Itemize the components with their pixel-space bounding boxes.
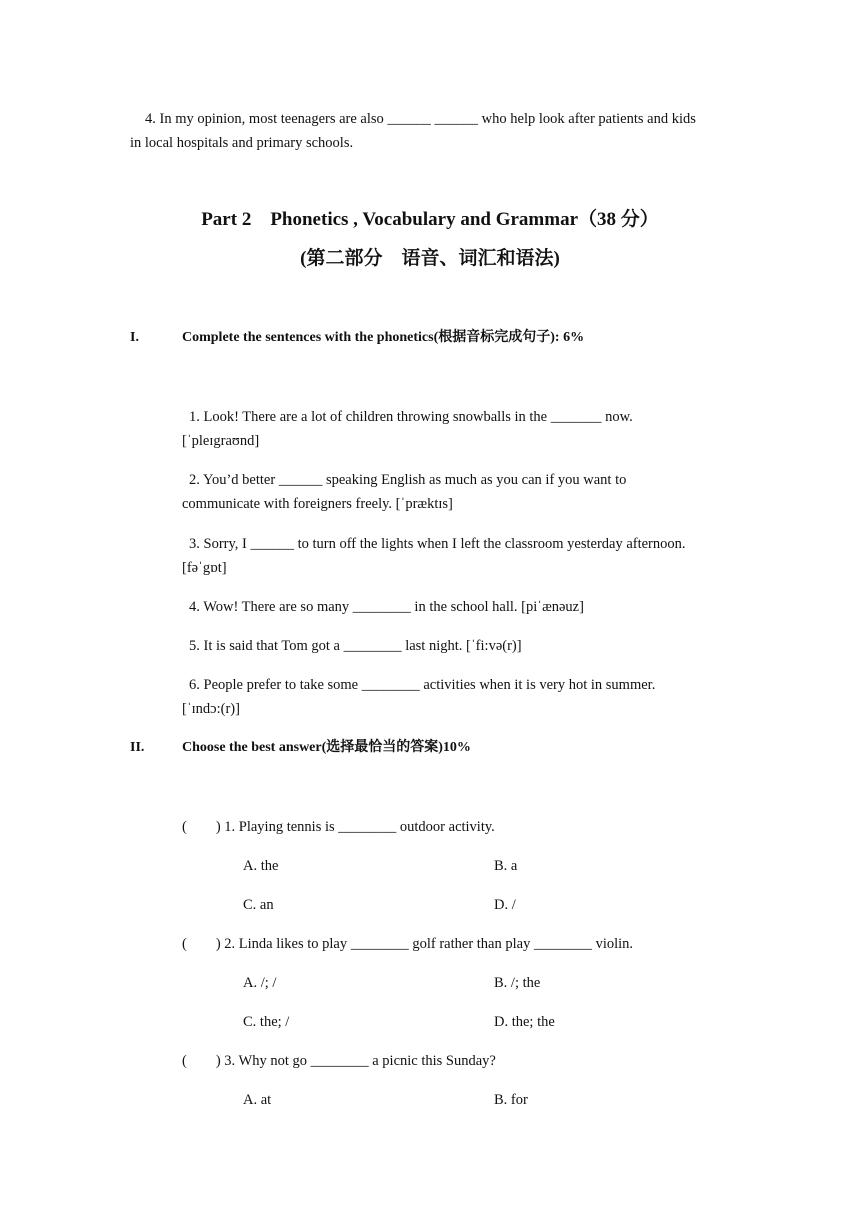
part-title: Part 2 Phonetics , Vocabulary and Grammar（38 分） <box>201 209 659 230</box>
s2-q1-stem: ( ) 1. Playing tennis is ________ outdoor activity. <box>182 819 495 835</box>
s1-item2-line2: communicate with foreigners freely. [ˈpræktɪs] <box>182 496 453 512</box>
section1-number: I. <box>130 330 139 345</box>
s1-item6-line1: 6. People prefer to take some ________ activities when it is very hot in summer. <box>189 677 656 693</box>
s1-item4: 4. Wow! There are so many ________ in the school hall. [piˈænəuz] <box>189 599 584 615</box>
s2-q1-option-b: B. a <box>494 858 518 874</box>
part-subtitle: (第二部分 语音、词汇和语法) <box>300 248 560 269</box>
s1-item1-line2: [ˈpleɪgraʊnd] <box>182 433 260 449</box>
s2-q3-option-b: B. for <box>494 1092 528 1108</box>
intro-question-line2: in local hospitals and primary schools. <box>130 135 354 151</box>
s2-q2-option-c: C. the; / <box>243 1014 290 1030</box>
s2-q1-option-a: A. the <box>243 858 279 874</box>
section2-title: Choose the best answer(选择最恰当的答案)10% <box>182 740 471 755</box>
intro-question-line1: 4. In my opinion, most teenagers are also ______ ______ who help look after patients and kids <box>145 111 696 127</box>
s2-q1-option-d: D. / <box>494 897 516 913</box>
s2-q1-option-c: C. an <box>243 897 274 913</box>
s1-item6-line2: [ˈɪndɔ:(r)] <box>182 701 240 717</box>
s2-q2-option-d: D. the; the <box>494 1014 555 1030</box>
s1-item3-line1: 3. Sorry, I ______ to turn off the lights when I left the classroom yesterday afternoon. <box>189 536 686 552</box>
s2-q2-option-b: B. /; the <box>494 975 541 991</box>
s1-item3-line2: [fəˈgɒt] <box>182 560 227 576</box>
s1-item2-line1: 2. You’d better ______ speaking English as much as you can if you want to <box>189 472 627 488</box>
section1-title: Complete the sentences with the phonetics(根据音标完成句子): 6% <box>182 330 585 345</box>
s2-q3-stem: ( ) 3. Why not go ________ a picnic this Sunday? <box>182 1053 496 1069</box>
section2-number: II. <box>130 740 145 755</box>
s1-item1-line1: 1. Look! There are a lot of children throwing snowballs in the _______ now. <box>189 409 633 425</box>
s2-q2-stem: ( ) 2. Linda likes to play ________ golf rather than play ________ violin. <box>182 936 634 952</box>
s2-q2-option-a: A. /; / <box>243 975 277 991</box>
s2-q3-option-a: A. at <box>243 1092 272 1108</box>
s1-item5: 5. It is said that Tom got a ________ last night. [ˈfi:və(r)] <box>189 638 522 654</box>
